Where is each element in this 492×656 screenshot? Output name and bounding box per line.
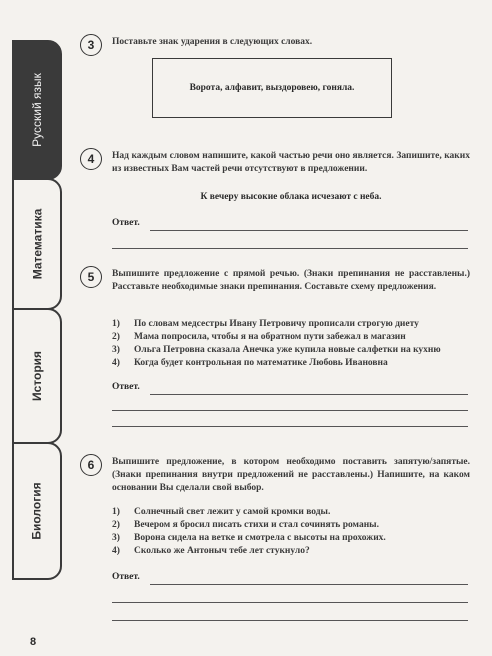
tab-label: Русский язык xyxy=(30,73,45,147)
option-item: 3) Ольга Петровна сказала Анечка уже купила новые салфетки на кухню xyxy=(112,345,441,355)
options-list xyxy=(112,506,470,558)
option-item: 4) Сколько же Антоныч тебе лет стукнуло? xyxy=(112,546,310,556)
task-number: 5 xyxy=(80,266,102,288)
option-item: 3) Ворона сидела на ветке и смотрела с высоты на прохожих. xyxy=(112,533,386,543)
answer-line[interactable] xyxy=(150,230,468,231)
task-prompt: Поставьте знак ударения в следующих словах. xyxy=(112,37,313,47)
tab-history[interactable] xyxy=(12,308,62,444)
words-box xyxy=(152,58,392,118)
task-prompt: Выпишите предложение с прямой речью. (Знаки препинания не расставлены.) Расставьте необходимые знаки препинания. Составьте схему предложения. xyxy=(112,269,470,292)
answer-line[interactable] xyxy=(112,410,468,411)
option-item: 2) Мама попросила, чтобы я на обратном пути забежал в магазин xyxy=(112,332,406,342)
task-number: 6 xyxy=(80,454,102,476)
options-list xyxy=(112,318,470,370)
answer-label: Ответ. xyxy=(112,218,140,228)
subject-tabs xyxy=(12,40,62,580)
answer-line[interactable] xyxy=(150,584,468,585)
answer-line[interactable] xyxy=(112,426,468,427)
option-item: 2) Вечером я бросил писать стихи и стал сочинять романы. xyxy=(112,520,379,530)
task-number: 3 xyxy=(80,34,102,56)
option-item: 4) Когда будет контрольная по математике Любовь Ивановна xyxy=(112,358,388,368)
answer-label: Ответ. xyxy=(112,382,140,392)
answer-line[interactable] xyxy=(150,394,468,395)
task-number: 4 xyxy=(80,148,102,170)
tab-russian[interactable] xyxy=(12,40,62,180)
task-sentence: К вечеру высокие облака исчезают с неба. xyxy=(200,192,382,202)
answer-line[interactable] xyxy=(112,620,468,621)
tab-biology[interactable] xyxy=(12,442,62,580)
page-number: 8 xyxy=(30,636,37,648)
tab-label: Математика xyxy=(30,208,45,280)
tab-label: История xyxy=(30,350,44,402)
task-prompt: Над каждым словом напишите, какой частью речи оно является. Запишите, каких из известных Вам частей речи отсутствуют в предложении. xyxy=(112,151,470,174)
option-item: 1) По словам медсестры Ивану Петровичу прописали строгую диету xyxy=(112,319,419,329)
option-item: 1) Солнечный свет лежит у самой кромки воды. xyxy=(112,507,331,517)
answer-line[interactable] xyxy=(112,248,468,249)
answer-line[interactable] xyxy=(112,602,468,603)
tab-math[interactable] xyxy=(12,178,62,310)
tab-label: Биология xyxy=(30,482,44,540)
task-prompt: Выпишите предложение, в котором необходимо поставить запятую/запятые. (Знаки препинания внутри предложений не расставлены.) Напишите, на каком основании Вы сделали свой выбор. xyxy=(112,457,470,493)
answer-label: Ответ. xyxy=(112,572,140,582)
words-text: Ворота, алфавит, выздоровею, гоняла. xyxy=(189,83,355,93)
